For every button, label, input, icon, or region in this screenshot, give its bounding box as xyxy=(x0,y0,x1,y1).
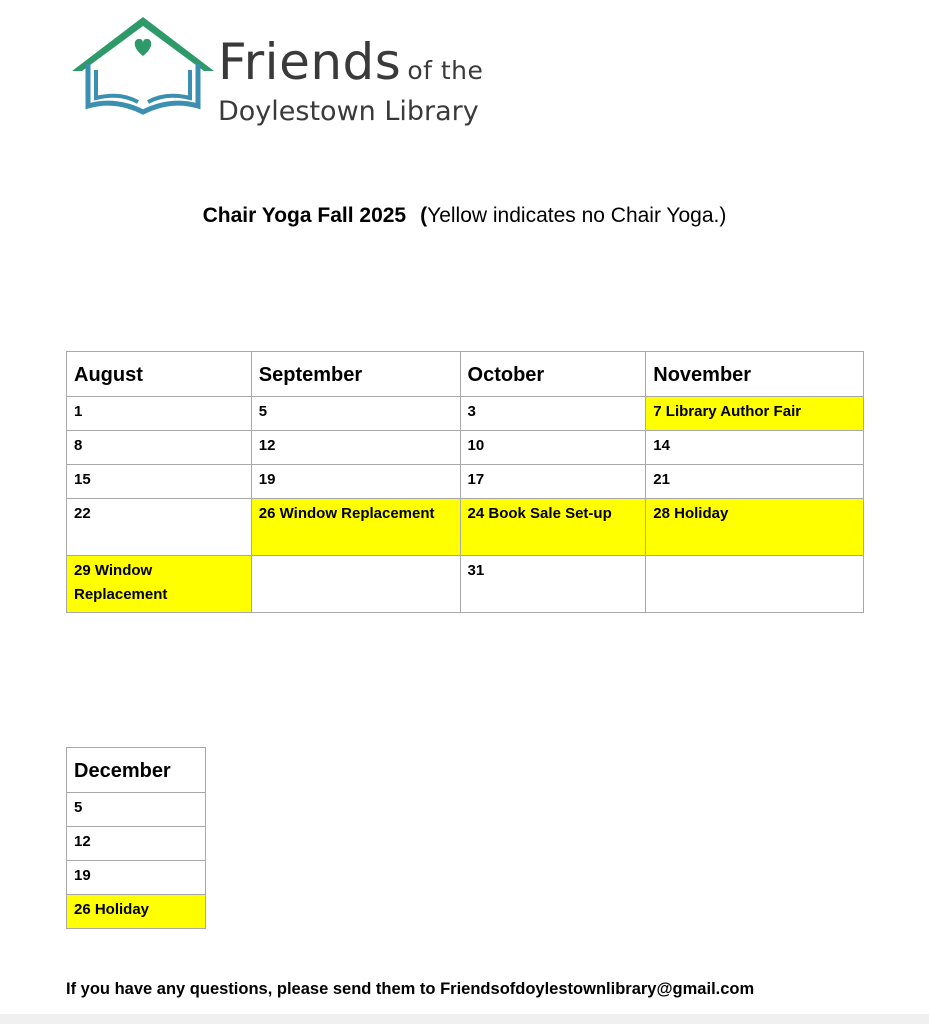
month-header-november: November xyxy=(646,352,864,397)
date-cell: 5 xyxy=(67,793,206,827)
month-header-september: September xyxy=(251,352,460,397)
table-row xyxy=(67,465,864,499)
table-row xyxy=(67,827,206,861)
no-yoga-date-cell: 26 Window Replacement xyxy=(251,499,460,556)
no-yoga-date-cell: 26 Holiday xyxy=(67,895,206,929)
date-cell: 1 xyxy=(67,397,252,431)
logo-of-the: of the xyxy=(407,56,484,85)
date-cell: 5 xyxy=(251,397,460,431)
title-paren: ( xyxy=(420,204,428,227)
date-cell: 12 xyxy=(251,431,460,465)
fall-schedule-table xyxy=(66,351,864,613)
date-cell: 14 xyxy=(646,431,864,465)
friends-logo xyxy=(70,14,500,127)
date-cell: 3 xyxy=(460,397,646,431)
logo-library-name: Doylestown Library xyxy=(218,96,479,127)
table-row xyxy=(67,397,864,431)
title-main: Chair Yoga Fall 2025 xyxy=(202,204,407,227)
month-header-october: October xyxy=(460,352,646,397)
date-cell xyxy=(646,556,864,613)
date-cell: 21 xyxy=(646,465,864,499)
table-row xyxy=(67,556,864,613)
table-row xyxy=(67,895,206,929)
table-header-row xyxy=(67,352,864,397)
table-header-row xyxy=(67,748,206,793)
table-row xyxy=(67,499,864,556)
date-cell: 22 xyxy=(67,499,252,556)
date-cell: 19 xyxy=(251,465,460,499)
table-row xyxy=(67,861,206,895)
page-title xyxy=(0,204,929,228)
month-header-august: August xyxy=(67,352,252,397)
date-cell: 19 xyxy=(67,861,206,895)
date-cell: 8 xyxy=(67,431,252,465)
table-row xyxy=(67,431,864,465)
no-yoga-date-cell: 29 Window Replacement xyxy=(67,556,252,613)
contact-footer: If you have any questions, please send them to Friendsofdoylestownlibrary@gmail.com xyxy=(66,980,755,998)
no-yoga-date-cell: 7 Library Author Fair xyxy=(646,397,864,431)
logo-wordmark xyxy=(218,33,484,127)
date-cell: 12 xyxy=(67,827,206,861)
month-header-december: December xyxy=(67,748,206,793)
date-cell xyxy=(251,556,460,613)
date-cell: 31 xyxy=(460,556,646,613)
page-bottom-edge xyxy=(0,1014,929,1024)
table-row xyxy=(67,793,206,827)
logo-friends: Friends xyxy=(218,33,402,91)
date-cell: 10 xyxy=(460,431,646,465)
no-yoga-date-cell: 24 Book Sale Set-up xyxy=(460,499,646,556)
date-cell: 17 xyxy=(460,465,646,499)
title-note: Yellow indicates no Chair Yoga.) xyxy=(427,204,727,227)
no-yoga-date-cell: 28 Holiday xyxy=(646,499,864,556)
date-cell: 15 xyxy=(67,465,252,499)
december-schedule-table xyxy=(66,747,206,929)
house-book-heart-icon xyxy=(70,14,215,124)
